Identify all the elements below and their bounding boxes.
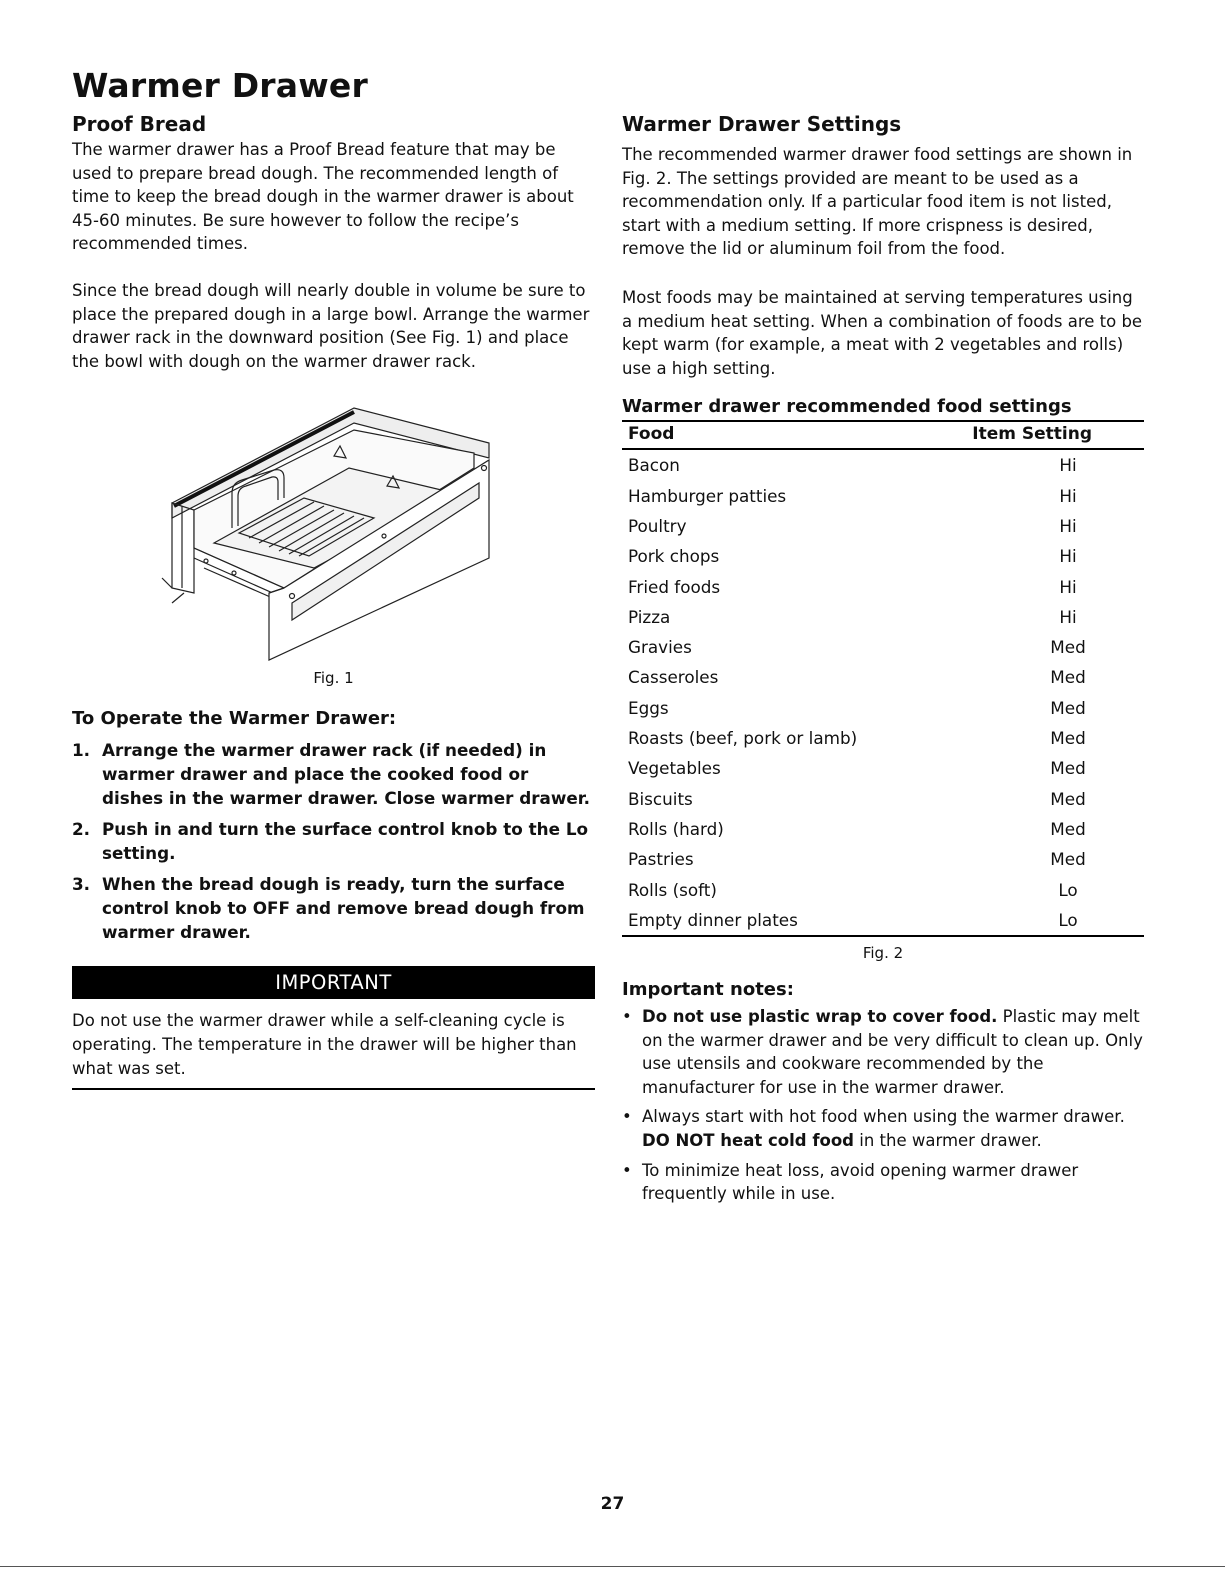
bullet-icon: • <box>622 1007 632 1027</box>
note-text: Plastic may melt on the warmer drawer and be very difficult to clean up. Only use utensils and cookware recommended by the manufacturer for use in the warmer drawer. <box>642 1007 1143 1097</box>
table-row <box>622 511 1144 541</box>
cell-food: Rolls (soft) <box>628 879 717 900</box>
right-column <box>622 110 1144 1212</box>
step-number: 2. <box>72 819 91 840</box>
cell-food: Hamburger patties <box>628 485 787 506</box>
cell-food: Casseroles <box>628 667 719 688</box>
cell-food: Roasts (beef, pork or lamb) <box>628 728 858 749</box>
cell-setting: Med <box>1050 728 1086 749</box>
table-row <box>622 814 1144 844</box>
note-bold-lead: Do not use plastic wrap to cover food. <box>642 1007 998 1027</box>
cell-setting: Lo <box>1058 879 1078 900</box>
table-header-row <box>622 421 1144 449</box>
proof-bread-paragraph-2: Since the bread dough will nearly double in volume be sure to place the prepared dough in a large bowl. Arrange the warmer drawer rack in the downward position (See Fig. 1) and place the bowl with dough on the warmer drawer rack. <box>72 280 590 371</box>
step-text: Push in and turn the surface control knob to the Lo setting. <box>102 819 589 864</box>
step-number: 3. <box>72 874 91 895</box>
proof-bread-paragraph-1: The warmer drawer has a Proof Bread feature that may be used to prepare bread dough. The recommended length of time to keep the bread dough in the warmer drawer is about 45-60 minutes. Be sure however to follow the recipe’s recommended times. <box>72 140 574 254</box>
warmer-drawer-illustration <box>144 398 524 666</box>
table-body <box>622 449 1144 936</box>
note-text: Always start with hot food when using the warmer drawer. <box>642 1107 1125 1127</box>
page-number: 27 <box>600 1494 625 1514</box>
step-text: When the bread dough is ready, turn the surface control knob to OFF and remove bread dough from warmer drawer. <box>102 874 585 943</box>
cell-setting: Hi <box>1059 515 1077 536</box>
table-row <box>622 572 1144 602</box>
note-item <box>622 1159 1144 1206</box>
cell-setting: Med <box>1050 849 1086 870</box>
cell-setting: Med <box>1050 697 1086 718</box>
step-text: Arrange the warmer drawer rack (if needed) in warmer drawer and place the cooked food or dishes in the warmer drawer. Close warmer drawer. <box>102 740 590 809</box>
cell-food: Biscuits <box>628 788 693 809</box>
cell-setting: Med <box>1050 637 1086 658</box>
operate-step <box>72 872 595 944</box>
note-bold-mid: DO NOT heat cold food <box>642 1131 854 1151</box>
cell-food: Gravies <box>628 637 692 658</box>
table-row <box>622 844 1144 874</box>
cell-food: Poultry <box>628 515 687 536</box>
cell-setting: Med <box>1050 818 1086 839</box>
important-notes-heading: Important notes: <box>622 979 794 1001</box>
table-row <box>622 875 1144 905</box>
left-column <box>72 110 595 1090</box>
important-banner: IMPORTANT <box>72 966 595 999</box>
cell-setting: Hi <box>1059 455 1077 476</box>
cell-setting: Lo <box>961 905 1144 936</box>
table-heading: Warmer drawer recommended food settings <box>622 396 1072 418</box>
cell-food: Pizza <box>628 606 671 627</box>
cell-food: Empty dinner plates <box>622 905 961 936</box>
operate-step <box>72 817 595 865</box>
cell-food: Fried foods <box>628 576 721 597</box>
page-title: Warmer Drawer <box>72 66 368 105</box>
operate-steps-list <box>72 738 595 944</box>
step-number: 1. <box>72 740 91 761</box>
cell-food: Pork chops <box>628 546 720 567</box>
cell-food: Eggs <box>628 697 669 718</box>
table-row <box>622 481 1144 511</box>
cell-setting: Med <box>1050 667 1086 688</box>
header-food: Food <box>622 421 961 449</box>
important-notes-list <box>622 1005 1144 1206</box>
fig1-caption: Fig. 1 <box>313 669 354 688</box>
table-row <box>622 905 1144 936</box>
table-row <box>622 632 1144 662</box>
note-tail: in the warmer drawer. <box>854 1131 1042 1151</box>
fig2-caption: Fig. 2 <box>862 944 904 963</box>
settings-heading: Warmer Drawer Settings <box>622 112 902 136</box>
bullet-icon: • <box>622 1107 632 1127</box>
operate-step <box>72 738 595 810</box>
note-text: To minimize heat loss, avoid opening warmer drawer frequently while in use. <box>642 1160 1079 1204</box>
table-row <box>622 784 1144 814</box>
cell-food: Pastries <box>628 849 694 870</box>
table-row <box>622 662 1144 692</box>
important-bottom-rule <box>72 1088 595 1090</box>
cell-setting: Hi <box>1059 606 1077 627</box>
table-row <box>622 449 1144 480</box>
note-item <box>622 1105 1144 1152</box>
settings-paragraph-1: The recommended warmer drawer food settings are shown in Fig. 2. The settings provided are meant to be used as a recommendation only. If a particular food item is not listed, start with a medium setting. If more crispness is desired, remove the lid or aluminum foil from the food. <box>622 145 1133 259</box>
table-row <box>622 693 1144 723</box>
table-row <box>622 602 1144 632</box>
proof-bread-heading: Proof Bread <box>72 112 207 136</box>
cell-setting: Hi <box>1059 546 1077 567</box>
cell-food: Bacon <box>628 455 680 476</box>
table-row <box>622 753 1144 783</box>
food-settings-table <box>622 420 1144 937</box>
fig1-drawer-illustration <box>72 398 595 668</box>
cell-food: Rolls (hard) <box>628 818 724 839</box>
cell-setting: Med <box>1050 758 1086 779</box>
settings-paragraph-2: Most foods may be maintained at serving temperatures using a medium heat setting. When a combination of foods are to be kept warm (for example, a meat with 2 vegetables and rolls) use a high setting. <box>622 287 1143 378</box>
cell-setting: Med <box>1050 788 1086 809</box>
operate-heading: To Operate the Warmer Drawer: <box>72 708 397 730</box>
page-bottom-rule <box>0 1566 1225 1567</box>
bullet-icon: • <box>622 1160 632 1180</box>
cell-setting: Hi <box>1059 485 1077 506</box>
important-text: Do not use the warmer drawer while a self-cleaning cycle is operating. The temperature in the drawer will be higher than what was set. <box>72 1011 577 1078</box>
table-row <box>622 723 1144 753</box>
header-item-setting: Item Setting <box>961 421 1144 449</box>
note-item <box>622 1005 1144 1099</box>
table-row <box>622 541 1144 571</box>
cell-setting: Hi <box>1059 576 1077 597</box>
cell-food: Vegetables <box>628 758 721 779</box>
